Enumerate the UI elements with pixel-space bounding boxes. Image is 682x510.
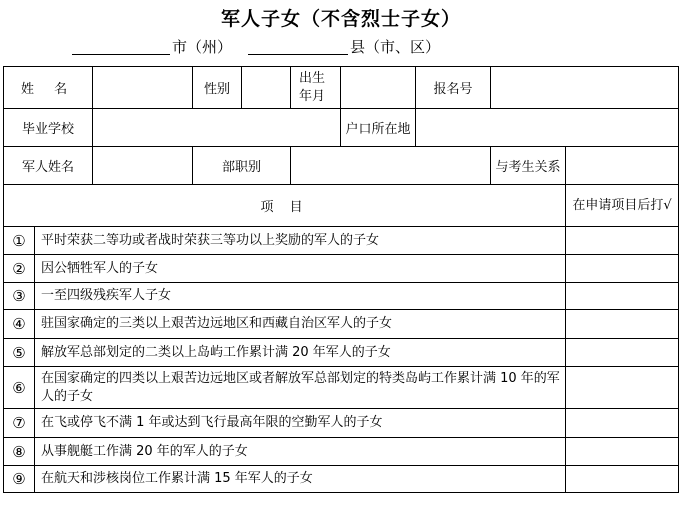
item-row	[4, 409, 679, 438]
item-number: ②	[4, 255, 35, 283]
item-number: ⑧	[4, 438, 35, 466]
item-check-cell[interactable]	[566, 227, 679, 255]
item-number: ①	[4, 227, 35, 255]
item-text: 在飞或停飞不满 1 年或达到飞行最高年限的空勤军人的子女	[35, 409, 566, 438]
item-row	[4, 310, 679, 339]
item-check-cell[interactable]	[566, 466, 679, 493]
item-check-cell[interactable]	[566, 255, 679, 283]
item-text: 在航天和涉核岗位工作累计满 15 年军人的子女	[35, 466, 566, 493]
birth-label: 出生年月	[291, 67, 341, 109]
soldier-name-field[interactable]	[93, 147, 193, 185]
item-number: ⑦	[4, 409, 35, 438]
birth-field[interactable]	[341, 67, 416, 109]
gender-field[interactable]	[242, 67, 291, 109]
county-label: 县（市、区）	[350, 38, 441, 56]
items-header: 项 目	[4, 185, 566, 227]
item-check-cell[interactable]	[566, 409, 679, 438]
page-title: 军人子女（不含烈士子女）	[220, 8, 461, 30]
hukou-field[interactable]	[416, 109, 679, 147]
item-row	[4, 438, 679, 466]
item-text: 一至四级残疾军人子女	[35, 283, 566, 310]
application-form	[3, 66, 679, 493]
item-check-cell[interactable]	[566, 310, 679, 339]
item-row	[4, 227, 679, 255]
school-field[interactable]	[93, 109, 341, 147]
item-check-cell[interactable]	[566, 283, 679, 310]
location-line	[0, 36, 682, 58]
relation-label: 与考生关系	[491, 147, 566, 185]
items-header-row	[4, 185, 679, 227]
item-check-cell[interactable]	[566, 438, 679, 466]
item-row	[4, 339, 679, 367]
name-field[interactable]	[93, 67, 193, 109]
item-number: ③	[4, 283, 35, 310]
relation-field[interactable]	[566, 147, 679, 185]
item-text: 在国家确定的四类以上艰苦边远地区或者解放军总部划定的特类岛屿工作累计满 10 年的军人的子女	[35, 367, 566, 409]
check-header: 在申请项目后打√	[566, 185, 679, 227]
item-number: ⑥	[4, 367, 35, 409]
item-row	[4, 255, 679, 283]
dept-field[interactable]	[291, 147, 491, 185]
city-blank[interactable]	[72, 54, 170, 55]
item-check-cell[interactable]	[566, 367, 679, 409]
gender-label: 性别	[193, 67, 242, 109]
item-number: ⑤	[4, 339, 35, 367]
form-row-soldier	[4, 147, 679, 185]
form-row-basic	[4, 67, 679, 109]
dept-label: 部职别	[193, 147, 291, 185]
item-text: 因公牺牲军人的子女	[35, 255, 566, 283]
county-blank[interactable]	[248, 54, 348, 55]
item-check-cell[interactable]	[566, 339, 679, 367]
item-text: 从事舰艇工作满 20 年的军人的子女	[35, 438, 566, 466]
item-number: ⑨	[4, 466, 35, 493]
reg-no-label: 报名号	[416, 67, 491, 109]
soldier-name-label: 军人姓名	[4, 147, 93, 185]
form-row-school	[4, 109, 679, 147]
item-text: 平时荣获二等功或者战时荣获三等功以上奖励的军人的子女	[35, 227, 566, 255]
item-text: 解放军总部划定的二类以上岛屿工作累计满 20 年军人的子女	[35, 339, 566, 367]
item-number: ④	[4, 310, 35, 339]
school-label: 毕业学校	[4, 109, 93, 147]
reg-no-field[interactable]	[491, 67, 679, 109]
name-label: 姓 名	[4, 67, 93, 109]
item-row	[4, 283, 679, 310]
item-text: 驻国家确定的三类以上艰苦边远地区和西藏自治区军人的子女	[35, 310, 566, 339]
item-row	[4, 367, 679, 409]
item-row	[4, 466, 679, 493]
hukou-label: 户口所在地	[341, 109, 416, 147]
city-label: 市（州）	[172, 38, 233, 56]
